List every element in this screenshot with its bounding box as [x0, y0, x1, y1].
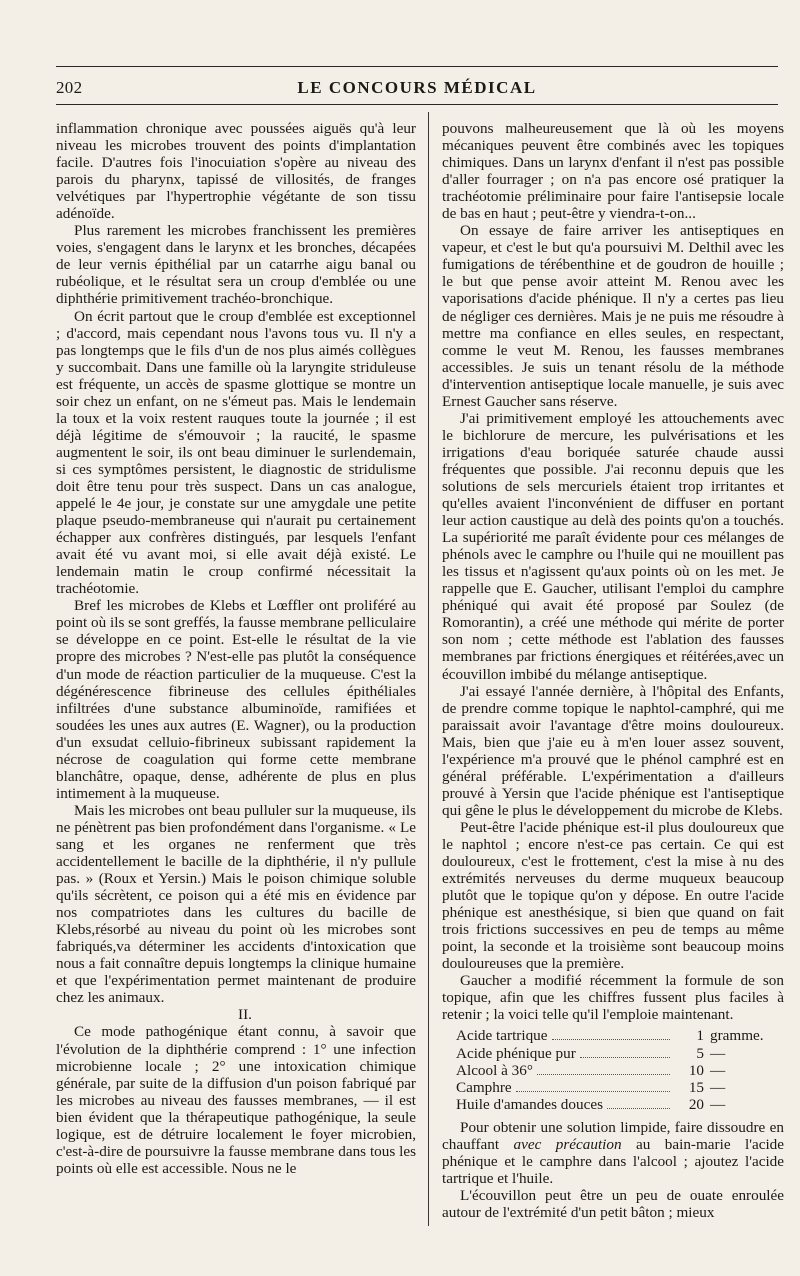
paragraph: inflammation chronique avec poussées aiguës qu'à leur niveau les microbes trouvent des points d'implantation facile. D'autres fois l'inocuiation s'opère au niveau des parois du pharynx, tapissé de villosités, de franges velvétiques par l'hypertrophie végétante de son tissu adénoïde. [56, 120, 416, 223]
left-column [56, 120, 416, 1177]
emphasis-text: avec précaution [513, 1135, 622, 1153]
page-number: 202 [56, 78, 83, 97]
paragraph: Plus rarement les microbes franchissent les premières voies, s'engagent dans le larynx et les bronches, décapées de leur vernis épithélial par un catarrhe aigu banal ou rubéolique, et le résultat sera un croup d'emblée ou une diphthérie primitivement trachéo-bronchique. [56, 222, 416, 308]
header-rule-bottom [56, 104, 778, 105]
dot-leader [516, 1080, 670, 1092]
ingredient-name: Alcool à 36° [456, 1061, 533, 1079]
ingredient-quantity: 5 [696, 1044, 704, 1062]
ingredient-quantity: 20 [688, 1095, 704, 1113]
dot-leader [552, 1028, 670, 1040]
ingredient-unit: — [710, 1044, 726, 1062]
text-run: Pour obtenir une solution limpide, faire dissoudre en chauffant [442, 1118, 784, 1153]
paragraph: J'ai primitivement employé les attouchements avec le bichlorure de mercure, les pulvérisations et les irrigations d'eau boriquée saturée chaude aussi fréquentes que possible. J'ai reconnu depuis que les solutions de sels mercuriels étaient trop irritantes et qu'elles avaient l'inconvénient de diffuser en portant leur action caustique au delà des points qu'on a touchés. La supériorité me paraît évidente pour ces mélanges de phénols avec le camphre ou l'huile qui ne mouillent pas les tissus et n'agissent qu'aux points où on les met. Je rappelle que E. Gaucher, utilisant l'emploi du camphre phéniqué qui avait été proposé par Soulez (de Romorantin), a créé une méthode qui mérite de porter son nom ; cette méthode est l'ablation des fausses membranes par frictions énergiques et réitérées,avec un écouvillon imbibé du mélange antiseptique. [442, 409, 784, 683]
ingredient-quantity: 15 [688, 1078, 704, 1096]
paragraph: Peut-être l'acide phénique est-il plus douloureux que le naphtol ; encore n'est-ce pas certain. Ce qui est douloureux, c'est le frottement, c'est la mise à nu des extrémités nerveuses du derme muqueux beaucoup plutôt que le topique qu'on y dépose. En outre l'acide phénique est anesthésique, si bien que quand on fait trois frictions successives en peu de temps au même point, la seconde et la troisième sont beaucoup moins douloureuses que la première. [442, 818, 784, 973]
paragraph: Mais les microbes ont beau pulluler sur la muqueuse, ils ne pénètrent pas bien profondément dans l'organisme. « Le sang et les organes ne renferment que très accidentellement le bacille de la diphthérie, il n'y pullule pas. » (Roux et Yersin.) Mais le poison chimique soluble qu'ils sécrètent, ce poison qui a été mis en évidence par nos compatriotes dans les cultures du bacille de Klebs,résorbé au niveau du point où les microbes sont fabriqués,va déterminer les accidents d'intoxication que nous a fait connaître depuis longtemps la clinique humaine et que l'expérimentation permet maintenant de produire chez les animaux. [56, 801, 416, 1007]
recipe-row [456, 1045, 784, 1062]
ingredient-name: Acide phénique pur [456, 1044, 576, 1062]
ingredient-name: Huile d'amandes douces [456, 1095, 603, 1113]
page-header [56, 78, 778, 104]
recipe-row [456, 1079, 784, 1096]
paragraph: pouvons malheureusement que là où les moyens mécaniques peuvent être combinés avec les topiques chimiques. Dans un larynx d'enfant il n'est pas possible d'aller fourrager ; on n'a pas encore osé pratiquer la trachéotomie préliminaire pour faire l'antisepsie locale de bas en haut ; peut-être y viendra-t-on... [442, 120, 784, 223]
paragraph [442, 1119, 784, 1187]
ingredient-unit: — [710, 1078, 726, 1096]
ingredient-unit: gramme. [710, 1027, 764, 1045]
recipe-row [456, 1027, 784, 1044]
ingredient-name: Camphre [456, 1078, 512, 1096]
dot-leader [580, 1046, 670, 1058]
dot-leader [607, 1097, 670, 1109]
paragraph: Bref les microbes de Klebs et Lœffler ont proliféré au point où ils se sont greffés, la fausse membrane pelliculaire se développe en ce point. Est-elle le résultat de la vie propre des microbes ? N'est-elle pas plutôt la conséquence d'un mode de réaction particulier de la muqueuse. C'est la dégénérescence fibrineuse des cellules épithéliales infiltrées d'une substance albuminoïde, ramifiées et soudées les unes aux autres (E. Wagner), ou la production d'un exsudat celluio-fibrineux subissant rapidement la nécrose de coagulation qui forme cette membrane blanchâtre, opaque, dense, adhérente de plus en plus intimement à la muqueuse. [56, 597, 416, 802]
dot-leader [537, 1063, 670, 1075]
ingredient-unit: — [710, 1095, 726, 1113]
header-rule-top [56, 66, 778, 67]
ingredient-quantity: 1 [696, 1027, 704, 1045]
recipe-list [456, 1027, 784, 1112]
paragraph: Gaucher a modifié récemment la formule de son topique, afin que les chiffres fussent plus faciles à retenir ; la voici telle qu'il l'emploie maintenant. [442, 972, 784, 1024]
paragraph: J'ai essayé l'année dernière, à l'hôpital des Enfants, de prendre comme topique le naphtol-camphré, qui me paraissait avoir l'avantage d'être moins douloureux. Mais, bien que j'aie eu à m'en louer assez souvent, l'expérience m'a prouvé que le phénol camphré est en général préférable. L'expérimentation a d'ailleurs prouvé à Yersin que l'acide phénique est l'antiseptique qui gêne le plus le développement du microbe de Klebs. [442, 682, 784, 819]
paragraph: On essaye de faire arriver les antiseptiques en vapeur, et c'est le but qu'a poursuivi M. Delthil avec les fumigations de térébenthine et de goudron de houille ; le but que pense avoir atteint M. Renou avec les vaporisations d'acide phénique. Il n'y a certes pas lieu de négliger ces dernières. Mais je ne puis me résoudre à mettre ma confiance en elles seules, en respectant, comme le veut M. Renou, les fausses membranes accessibles. Je suis un tenant résolu de la méthode d'intervention antiseptique locale manuelle, je suis avec Ernest Gaucher sans réserve. [442, 222, 784, 410]
right-column [442, 120, 784, 1221]
ingredient-name: Acide tartrique [456, 1027, 548, 1045]
ingredient-unit: — [710, 1061, 726, 1079]
running-title: LE CONCOURS MÉDICAL [297, 78, 537, 97]
text-run: au bain-marie l'acide phénique et le camphre dans l'alcool ; ajoutez l'acide tartrique et l'huile. [442, 1135, 784, 1187]
paragraph: L'écouvillon peut être un peu de ouate enroulée autour de l'extrémité d'un petit bâton ; mieux [442, 1186, 784, 1221]
column-divider [428, 112, 429, 1226]
paragraph: Ce mode pathogénique étant connu, à savoir que l'évolution de la diphthérie comprend : 1° une infection microbienne locale ; 2° une intoxication chimique générale, par suite de la diffusion d'un poison fabriqué par les microbes au niveau des fausses membranes, — il est bien évident que la thérapeutique pathogénique, la seule logique, est de détruire localement le foyer microbien, c'est-à-dire de poursuivre la fausse membrane dans tous les points où elle est accessible. Nous ne le [56, 1023, 416, 1177]
ingredient-quantity: 10 [688, 1061, 704, 1079]
section-heading: II. [238, 1006, 252, 1024]
recipe-row [456, 1062, 784, 1079]
paragraph: On écrit partout que le croup d'emblée est exceptionnel ; d'accord, mais cependant nous l'avons tous vu. Il n'y a pas longtemps que le fils d'un de nos plus aimés collègues y succombait. Dans une famille où la laryngite striduleuse est fréquente, un accès de spasme glottique se montre un soir chez un enfant, on ne s'émeut pas. Mais le lendemain la toux et la voix restent rauques toute la journée ; il est déjà légitime de s'émouvoir ; la raucité, le spasme augmentent le soir, ils ont beau diminuer le surlendemain, si ces symptômes persistent, le diagnostic de stridulisme doit être tenu pour très suspect. Dans un cas analogue, appelé le 4e jour, je constate sur une amygdale une petite plaque pseudo-membraneuse qui n'aurait pu certainement échapper aux confrères distingués, par lesquels l'enfant avait été vu avant moi, si elle avait déjà existé. Le lendemain matin le croup confirmé nécessitait la trachéotomie. [56, 307, 416, 598]
recipe-row [456, 1096, 784, 1113]
